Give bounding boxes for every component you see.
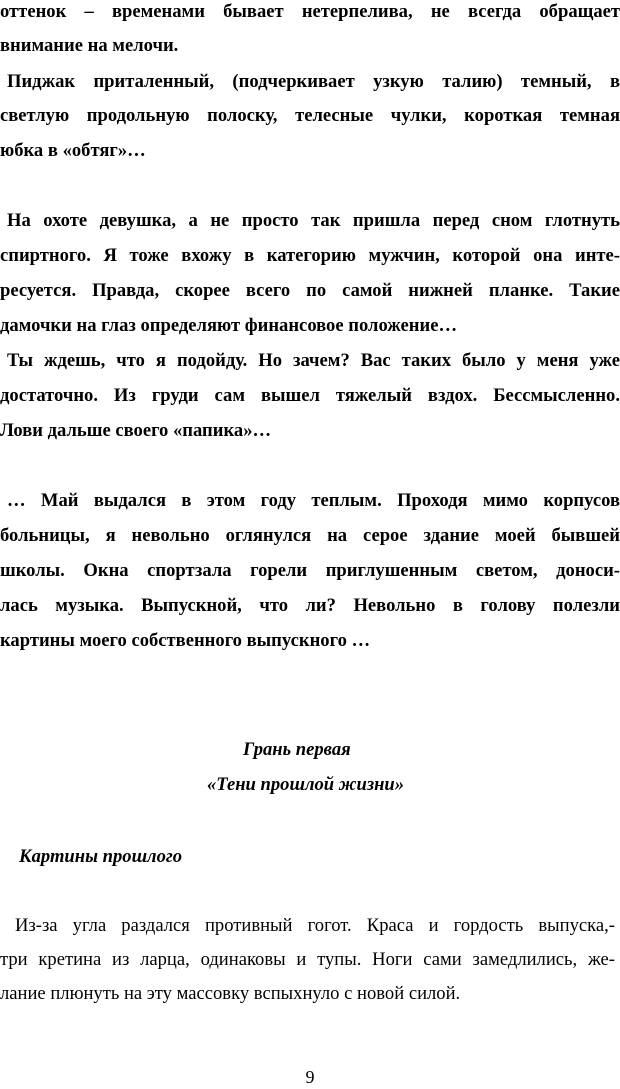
text-line: светлую продольную полоску, телесные чулки, короткая темная — [0, 105, 620, 126]
text-line: картины моего собственного выпускного … — [0, 630, 371, 651]
text-line: … Май выдался в этом году теплым. Проходя мимо корпусов — [7, 490, 620, 511]
text-line: достаточно. Из груди сам вышел тяжелый вздох. Бессмысленно. — [0, 385, 620, 406]
text-line: дамочки на глаз определяют финансовое положение… — [0, 315, 458, 336]
text-line: ресуется. Правда, скорее всего по самой нижней планке. Такие — [0, 280, 620, 301]
text-line: оттенок – временами бывает нетерпелива, не всегда обращает — [0, 1, 620, 22]
text-line: больницы, я невольно оглянулся на серое здание моей бывшей — [0, 525, 620, 546]
text-line: Из-за угла раздался противный гогот. Краса и гордость выпуска,- — [15, 915, 615, 936]
text-line: спиртного. Я тоже вхожу в категорию мужчин, которой она инте- — [0, 245, 620, 266]
chapter-subtitle: «Тени прошлой жизни» — [207, 774, 405, 795]
text-line: лание плюнуть на эту массовку вспыхнуло с новой силой. — [0, 983, 461, 1004]
text-line: Пиджак приталенный, (подчеркивает узкую талию) темный, в — [7, 71, 620, 92]
text-line: школы. Окна спортзала горели приглушенным светом, доноси- — [0, 560, 620, 581]
text-line: На охоте девушка, а не просто так пришла перед сном глотнуть — [7, 210, 620, 231]
chapter-title: Грань первая — [243, 739, 351, 760]
text-line: Ты ждешь, что я подойду. Но зачем? Вас таких было у меня уже — [7, 350, 620, 371]
text-line: три кретина из ларца, одинаковы и тупы. Ноги сами замедлились, же- — [0, 949, 615, 970]
section-title: Картины прошлого — [19, 846, 183, 867]
page-number: 9 — [305, 1067, 315, 1087]
text-line: Лови дальше своего «папика»… — [0, 420, 272, 441]
text-line: внимание на мелочи. — [0, 35, 179, 56]
text-line: лась музыка. Выпускной, что ли? Невольно в голову полезли — [0, 595, 620, 616]
text-line: юбка в «обтяг»… — [0, 140, 146, 161]
